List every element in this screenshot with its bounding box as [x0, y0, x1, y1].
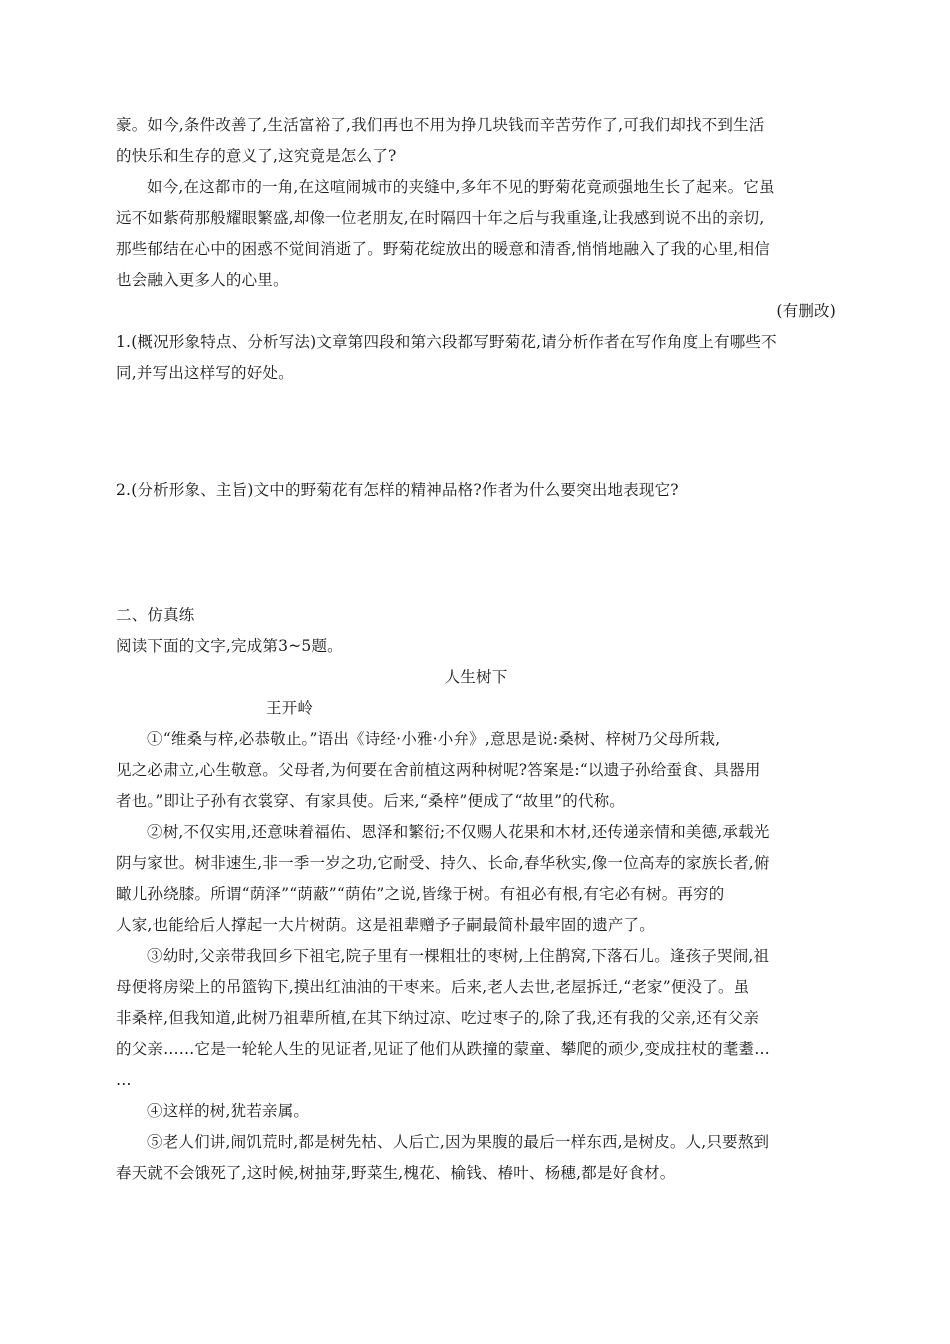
text-line: 者也。”即让子孙有衣裳穿、有家具使。后来,“桑梓”便成了“故里”的代称。 — [116, 792, 625, 810]
document-page — [116, 110, 836, 1189]
article-paragraph-4: ④这样的树,犹若亲属。 — [147, 1102, 310, 1120]
article-author: 王开岭 — [266, 699, 314, 717]
section-heading: 二、仿真练 — [116, 606, 195, 624]
text-line: 的快乐和生存的意义了,这究竟是怎么了? — [116, 147, 397, 165]
text-line: 母便将房梁上的吊篮钩下,摸出红油油的干枣来。后来,老人去世,老屋拆迁,“老家”便没了。虽 — [116, 978, 750, 996]
text-line: ①“维桑与梓,必恭敬止。”语出《诗经·小雅·小弁》,意思是说:桑树、梓树乃父母所栽, — [147, 730, 721, 748]
text-line: 瞰儿孙绕膝。所谓“荫泽”“荫蔽”“荫佑”之说,皆缘于树。有祖必有根,有宅必有树。再穷的 — [116, 885, 725, 903]
prev-paragraph-b — [116, 172, 836, 296]
article-paragraph-5 — [116, 1127, 836, 1189]
text-line: ②树,不仅实用,还意味着福佑、恩泽和繁衍;不仅赐人花果和木材,还传递亲情和美德,承载光 — [147, 823, 770, 841]
question-1 — [116, 327, 836, 389]
article-title: 人生树下 — [444, 668, 508, 686]
article-paragraph-3 — [116, 941, 836, 1096]
text-line: 阴与家世。树非速生,非一季一岁之功,它耐受、持久、长命,春华秋实,像一位高寿的家族长者,俯 — [116, 854, 770, 872]
text-line: 远不如紫荷那般耀眼繁盛,却像一位老朋友,在时隔四十年之后与我重逢,让我感到说不出的亲切, — [116, 209, 765, 227]
text-line: 春天就不会饿死了,这时候,树抽芽,野菜生,槐花、榆钱、椿叶、杨穗,都是好食材。 — [116, 1164, 676, 1182]
question-line: 同,并写出这样写的好处。 — [116, 364, 294, 382]
text-line: 也会融入更多人的心里。 — [116, 271, 289, 289]
question-2: 2.(分析形象、主旨)文中的野菊花有怎样的精神品格?作者为什么要突出地表现它? — [116, 481, 679, 499]
text-line: … — [116, 1071, 132, 1089]
question-line: 1.(概况形象特点、分析写法)文章第四段和第六段都写野菊花,请分析作者在写作角度上有哪些不 — [116, 333, 777, 351]
edit-note: (有删改) — [776, 302, 836, 320]
section-instruction: 阅读下面的文字,完成第3~5题。 — [116, 637, 343, 655]
answer-space-1 — [116, 389, 836, 475]
article-paragraph-1 — [116, 724, 836, 817]
text-line: 如今,在这都市的一角,在这喧闹城市的夹缝中,多年不见的野菊花竟顽强地生长了起来。它虽 — [147, 178, 775, 196]
text-line: 人家,也能给后人撑起一大片树荫。这是祖辈赠予子嗣最简朴最牢固的遗产了。 — [116, 916, 655, 934]
article-paragraph-2 — [116, 817, 836, 941]
text-line: 见之必肃立,心生敬意。父母者,为何要在舍前植这两种树呢?答案是:“以遗子孙给蚕食、具器用 — [116, 761, 761, 779]
text-line: 的父亲……它是一轮轮人生的见证者,见证了他们从跌撞的蒙童、攀爬的顽少,变成拄杖的耄耋… — [116, 1040, 770, 1058]
answer-space-2 — [116, 506, 836, 600]
text-line: ⑤老人们讲,闹饥荒时,都是树先枯、人后亡,因为果腹的最后一样东西,是树皮。人,只要熬到 — [147, 1133, 770, 1151]
text-line: 那些郁结在心中的困惑不觉间消逝了。野菊花绽放出的暖意和清香,悄悄地融入了我的心里,相信 — [116, 240, 770, 258]
text-line: ③幼时,父亲带我回乡下祖宅,院子里有一棵粗壮的枣树,上住鹊窝,下落石儿。逢孩子哭闹,祖 — [147, 947, 770, 965]
prev-paragraph-a — [116, 110, 836, 172]
text-line: 豪。如今,条件改善了,生活富裕了,我们再也不用为挣几块钱而辛苦劳作了,可我们却找不到生活 — [116, 116, 765, 134]
text-line: 非桑梓,但我知道,此树乃祖辈所植,在其下纳过凉、吃过枣子的,除了我,还有我的父亲,还有父亲 — [116, 1009, 760, 1027]
